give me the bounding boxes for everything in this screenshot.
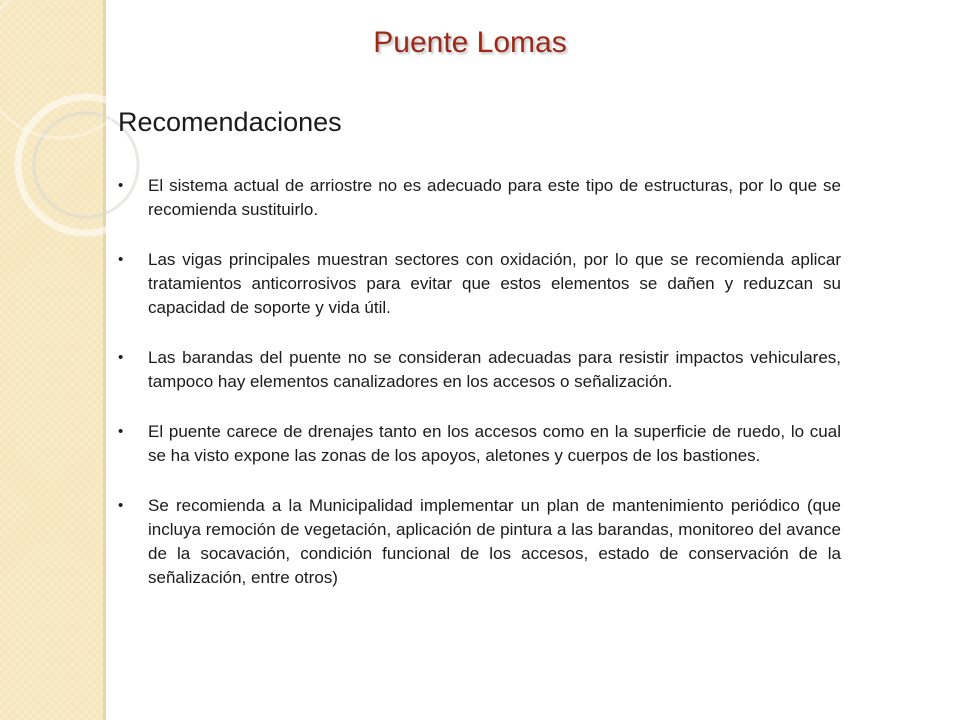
slide-title: Puente Lomas bbox=[373, 26, 567, 59]
list-item bbox=[118, 346, 841, 394]
list-item bbox=[118, 248, 841, 320]
list-item bbox=[118, 174, 841, 222]
bullet-marker: • bbox=[118, 177, 124, 194]
bullet-marker: • bbox=[118, 349, 124, 366]
bullet-text: Las barandas del puente no se consideran adecuadas para resistir impactos vehiculares, tampoco hay elementos canalizadores en los accesos o señalización. bbox=[148, 348, 841, 391]
bullet-marker: • bbox=[118, 497, 124, 514]
bullet-text: Se recomienda a la Municipalidad implementar un plan de mantenimiento periódico (que incluya remoción de vegetación, aplicación de pintura a las barandas, monitoreo del avance de la socavación, condición funcional de los accesos, estado de conservación de la señalización, entre otros) bbox=[148, 496, 841, 587]
bullet-marker: • bbox=[118, 251, 124, 268]
recommendations-list bbox=[118, 174, 841, 616]
slide-subtitle: Recomendaciones bbox=[118, 107, 342, 137]
list-item bbox=[118, 420, 841, 468]
bullet-text: El sistema actual de arriostre no es adecuado para este tipo de estructuras, por lo que se recomienda sustituirlo. bbox=[148, 176, 841, 219]
bullet-text: Las vigas principales muestran sectores con oxidación, por lo que se recomienda aplicar tratamientos anticorrosivos para evitar que estos elementos se dañen y reduzcan su capacidad de soporte y vida útil. bbox=[148, 250, 841, 317]
bullet-marker: • bbox=[118, 423, 124, 440]
list-item bbox=[118, 494, 841, 590]
bullet-text: El puente carece de drenajes tanto en los accesos como en la superficie de ruedo, lo cual se ha visto expone las zonas de los apoyos, aletones y cuerpos de los bastiones. bbox=[148, 422, 841, 465]
